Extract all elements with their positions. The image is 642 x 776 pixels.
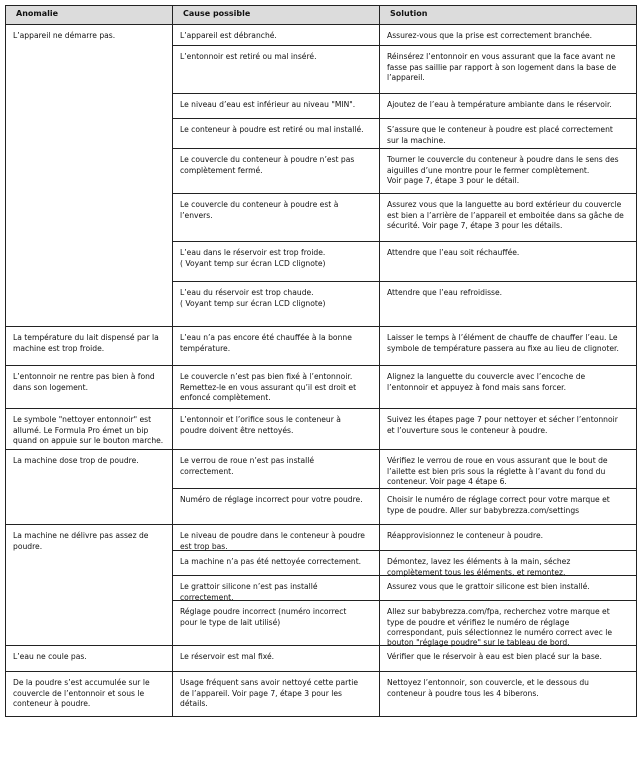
text-line: Réapprovisionnez le conteneur à poudre. [387, 531, 544, 541]
text-line: Le verrou de roue n’est pas installé [180, 456, 315, 466]
anomaly-cell [6, 525, 173, 646]
cause-cell [173, 672, 380, 717]
text-line: complètement fermé. [180, 165, 263, 175]
text-line: sur la machine. [387, 135, 446, 145]
text-line: est trop bas. [180, 541, 228, 551]
cause-entry [173, 409, 379, 449]
text-line: Le couvercle n’est pas bien fixé à l’entonnoir. [180, 372, 353, 382]
text-line: Le conteneur à poudre est retiré ou mal installé. [180, 125, 364, 135]
text-line: L’entonnoir et l’orifice sous le conteneur à [180, 415, 341, 425]
text-line: symbole de température passera au fixe au lieu de clignoter. [387, 343, 619, 353]
anomaly-cell [6, 672, 173, 717]
text-line: l’appareil. [387, 72, 425, 82]
text-line: Usage fréquent sans avoir nettoyé cette partie [180, 678, 359, 688]
text-line: Le réservoir est mal fixé. [180, 652, 275, 662]
text-line: Suivez les étapes page 7 pour nettoyer et sécher l’entonnoir [387, 415, 618, 425]
text-line: détails. [180, 698, 208, 708]
text-line: enfoncé complètement. [180, 392, 271, 402]
text-line: Le couvercle du conteneur à poudre n’est pas [180, 155, 355, 165]
cause-entry [173, 25, 379, 45]
text-line: L’eau ne coule pas. [13, 652, 87, 662]
solution-entry [380, 25, 636, 45]
text-line: aiguilles d’une montre pour le fermer complètement. [387, 165, 590, 175]
solution-entry [380, 550, 636, 575]
text-line: machine est trop froide. [13, 343, 105, 353]
solution-entry [380, 488, 636, 524]
table-row [6, 450, 637, 525]
table-row [6, 327, 637, 366]
anomaly-cell [6, 25, 173, 327]
solution-entry [380, 600, 636, 648]
solution-entry [380, 672, 636, 716]
text-line: type de poudre et vérifiez le numéro de réglage [387, 617, 570, 627]
text-line: Le symbole "nettoyer entonnoir" est [13, 415, 152, 425]
solution-cell [380, 672, 637, 717]
text-line: Le niveau de poudre dans le conteneur à poudre [180, 531, 365, 541]
text-line: poudre. [13, 541, 43, 551]
solution-cell [380, 646, 637, 672]
solution-entry [380, 575, 636, 600]
anomaly-cell [6, 409, 173, 450]
solution-entry [380, 646, 636, 671]
text-line: L’appareil ne démarre pas. [13, 31, 116, 41]
cause-entry [173, 575, 379, 600]
text-line: Assurez vous que la languette au bord extérieur du couvercle [387, 200, 622, 210]
solution-cell [380, 525, 637, 646]
text-line: Remettez-le en vous assurant qu’il est droit et [180, 382, 357, 392]
text-line: Numéro de réglage incorrect pour votre poudre. [180, 495, 363, 505]
text-line: pour le type de lait utilisé) [180, 617, 281, 627]
solution-entry [380, 118, 636, 148]
text-line: ( Voyant temp sur écran LCD clignote) [180, 258, 326, 268]
cause-entry [173, 118, 379, 148]
cause-entry [173, 193, 379, 241]
cause-entry [173, 241, 379, 281]
text-line: ( Voyant temp sur écran LCD clignote) [180, 298, 326, 308]
cause-cell [173, 525, 380, 646]
cause-cell [173, 25, 380, 327]
solution-entry [380, 93, 636, 118]
text-line: Ajoutez de l’eau à température ambiante dans le réservoir. [387, 100, 612, 110]
table-row [6, 25, 637, 327]
solution-entry [380, 525, 636, 550]
text-line: Tourner le couvercle du conteneur à poudre dans le sens des [387, 155, 619, 165]
text-line: conteneur à poudre. [13, 698, 91, 708]
text-line: et l’ouverture sous le conteneur à poudre. [387, 425, 548, 435]
text-line: L’entonnoir ne rentre pas bien à fond [13, 372, 155, 382]
solution-entry [380, 366, 636, 408]
text-line: La machine ne délivre pas assez de [13, 531, 149, 541]
solution-cell [380, 25, 637, 327]
text-line: conteneur à poudre tous les 4 biberons. [387, 688, 539, 698]
cause-cell [173, 450, 380, 525]
solution-entry [380, 327, 636, 365]
text-line: L’entonnoir est retiré ou mal inséré. [180, 52, 317, 62]
solution-cell [380, 409, 637, 450]
text-line: allumé. Le Formula Pro émet un bip [13, 425, 149, 435]
solution-cell [380, 366, 637, 409]
solution-cell [380, 327, 637, 366]
text-line: Attendre que l’eau soit réchauffée. [387, 248, 520, 258]
anomaly-cell [6, 366, 173, 409]
table-row [6, 409, 637, 450]
table-row [6, 366, 637, 409]
table-row [6, 672, 637, 717]
header-anomaly: Anomalie [6, 6, 173, 25]
table-row [6, 525, 637, 646]
text-line: L’eau dans le réservoir est trop froide. [180, 248, 326, 258]
text-line: Allez sur babybrezza.com/fpa, recherchez votre marque et [387, 607, 610, 617]
text-line: Assurez vous que le grattoir silicone est bien installé. [387, 582, 590, 592]
cause-entry [173, 600, 379, 645]
solution-entry [380, 281, 636, 326]
solution-entry [380, 148, 636, 193]
text-line: Choisir le numéro de réglage correct pour votre marque et [387, 495, 610, 505]
text-line: Nettoyez l’entonnoir, son couvercle, et le dessous du [387, 678, 589, 688]
text-line: S’assure que le conteneur à poudre est placé correctement [387, 125, 613, 135]
text-line: correctement. [180, 592, 234, 602]
text-line: poudre doivent être nettoyés. [180, 425, 294, 435]
cause-entry [173, 550, 379, 575]
anomaly-cell [6, 327, 173, 366]
cause-cell [173, 327, 380, 366]
text-line: couvercle de l’entonnoir et sous le [13, 688, 145, 698]
text-line: Alignez la languette du couvercle avec l’encoche de [387, 372, 586, 382]
text-line: Le niveau d’eau est inférieur au niveau "MIN". [180, 100, 356, 110]
cause-cell [173, 409, 380, 450]
text-line: dans son logement. [13, 382, 89, 392]
text-line: est bien a l’arrière de l’appareil et emboitée dans sa gâche de [387, 210, 624, 220]
text-line: correspondant, puis sélectionnez le numéro correct avec le [387, 627, 612, 637]
cause-cell [173, 366, 380, 409]
text-line: L’appareil est débranché. [180, 31, 277, 41]
text-line: Démontez, lavez les éléments à la main, séchez [387, 557, 571, 567]
text-line: type de poudre. Aller sur babybrezza.com/settings [387, 505, 580, 515]
text-line: De la poudre s’est accumulée sur le [13, 678, 150, 688]
cause-entry [173, 148, 379, 193]
solution-entry [380, 45, 636, 93]
text-line: L’eau du réservoir est trop chaude. [180, 288, 314, 298]
cause-entry [173, 646, 379, 671]
troubleshooting-table [5, 5, 636, 717]
text-line: Le couvercle du conteneur à poudre est à [180, 200, 339, 210]
text-line: Réglage poudre incorrect (numéro incorrect [180, 607, 347, 617]
text-line: Assurez-vous que la prise est correctement branchée. [387, 31, 593, 41]
text-line: Le grattoir silicone n’est pas installé [180, 582, 318, 592]
cause-entry [173, 366, 379, 408]
anomaly-cell [6, 646, 173, 672]
text-line: Laisser le temps à l’élément de chauffe de chauffer l’eau. Le [387, 333, 618, 343]
header-solution: Solution [380, 6, 637, 25]
cause-entry [173, 450, 379, 488]
text-line: quand on appuie sur le bouton marche. [13, 435, 164, 445]
cause-entry [173, 525, 379, 550]
solution-entry [380, 409, 636, 449]
solution-entry [380, 450, 636, 488]
text-line: Voir page 7, étape 3 pour le détail. [387, 175, 520, 185]
text-line: La température du lait dispensé par la [13, 333, 159, 343]
cause-entry [173, 327, 379, 365]
text-line: sécurité. Voir page 7, étape 3 pour les détails. [387, 220, 563, 230]
text-line: fasse pas saillie par rapport à son logement dans la base de [387, 62, 617, 72]
text-line: Vérifiez le verrou de roue en vous assurant que le bout de [387, 456, 608, 466]
solution-entry [380, 193, 636, 241]
cause-entry [173, 488, 379, 524]
text-line: La machine dose trop de poudre. [13, 456, 139, 466]
cause-entry [173, 45, 379, 93]
cause-entry [173, 281, 379, 326]
text-line: l’ailette est bien pris sous la réglette à l’avant du fond du [387, 466, 606, 476]
cause-entry [173, 93, 379, 118]
header-cause: Cause possible [173, 6, 380, 25]
text-line: Réinsérez l’entonnoir en vous assurant que la face avant ne [387, 52, 616, 62]
text-line: Attendre que l’eau refroidisse. [387, 288, 503, 298]
text-line: complètement tous les éléments, et remontez. [387, 567, 566, 577]
anomaly-cell [6, 450, 173, 525]
text-line: Vérifier que le réservoir à eau est bien placé sur la base. [387, 652, 602, 662]
text-line: L’eau n’a pas encore été chauffée à la bonne [180, 333, 352, 343]
text-line: correctement. [180, 466, 234, 476]
cause-entry [173, 672, 379, 716]
cause-cell [173, 646, 380, 672]
header-row [6, 6, 637, 25]
solution-entry [380, 241, 636, 281]
text-line: bouton "réglage poudre" sur le tableau de bord. [387, 638, 570, 648]
text-line: l’entonnoir et appuyez à fond mais sans forcer. [387, 382, 567, 392]
text-line: température. [180, 343, 231, 353]
text-line: conteneur. Voir page 4 étape 6. [387, 476, 507, 486]
table-row [6, 646, 637, 672]
text-line: La machine n’a pas été nettoyée correctement. [180, 557, 362, 567]
solution-cell [380, 450, 637, 525]
text-line: l’envers. [180, 210, 213, 220]
text-line: de l’appareil. Voir page 7, étape 3 pour les [180, 688, 342, 698]
